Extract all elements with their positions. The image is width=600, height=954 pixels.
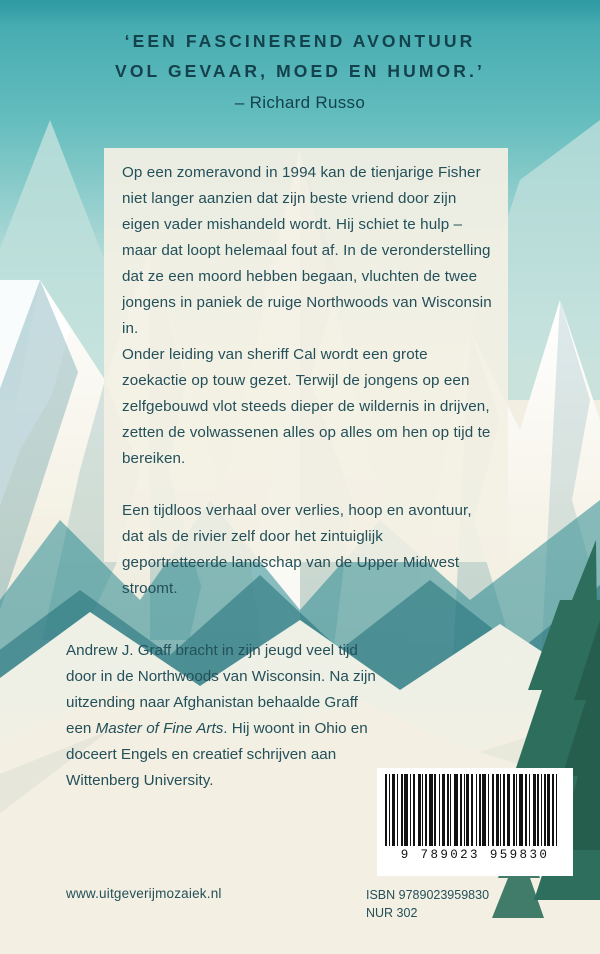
isbn-text: ISBN 9789023959830 [366,888,490,902]
blurb-text [122,160,492,602]
nur-text: NUR 302 [366,906,418,920]
barcode-bars [385,774,565,846]
blurb-paragraph-3: Een tijdloos verhaal over verlies, hoop en avontuur, dat als de rivier zelf door het zintuiglijk geportretteerde landschap van de Upper Midwest stroomt. [122,502,472,597]
barcode-number: 9 789023 959830 [400,848,550,862]
barcode [377,768,573,876]
cover-quote [0,26,600,113]
quote-line-2: VOL GEVAAR, MOED EN HUMOR.’ [115,61,485,81]
quote-line-1: ‘EEN FASCINEREND AVONTUUR [124,31,476,51]
author-bio-text-1: Andrew J. Graff bracht in zijn jeugd veel tijd door in de Northwoods van Wisconsin. Na zijn uitzending naar Afghanistan behaalde Graff een [66,642,376,737]
blurb-paragraph-1: Op een zomeravond in 1994 kan de tienjarige Fisher niet langer aanzien dat zijn beste vriend door zijn eigen vader mishandeld wordt. Hij schiet te hulp – maar dat loopt helemaal fout af. In de veronderstelling dat ze een moord hebben begaan, vluchten de twee jongens in paniek de ruige Northwoods van Wisconsin in. [122,164,492,337]
author-bio-italic-title: Master of Fine Arts [95,720,224,737]
quote-attribution: – Richard Russo [234,93,366,112]
isbn-block [366,886,489,922]
author-bio-text-2: . Hij woont in Ohio en doceert Engels en creatief schrijven aan Wittenberg University. [66,720,368,789]
author-bio-paragraph [66,638,376,794]
blurb-paragraph-2: Onder leiding van sheriff Cal wordt een grote zoekactie op touw gezet. Terwijl de jongens op een zelfgebouwd vlot steeds dieper de wildernis in drijven, zetten de volwassenen alles op alles om hen op tijd te bereiken. [122,346,491,467]
publisher-website[interactable]: www.uitgeverijmozaiek.nl [66,886,222,901]
author-bio [66,638,376,794]
